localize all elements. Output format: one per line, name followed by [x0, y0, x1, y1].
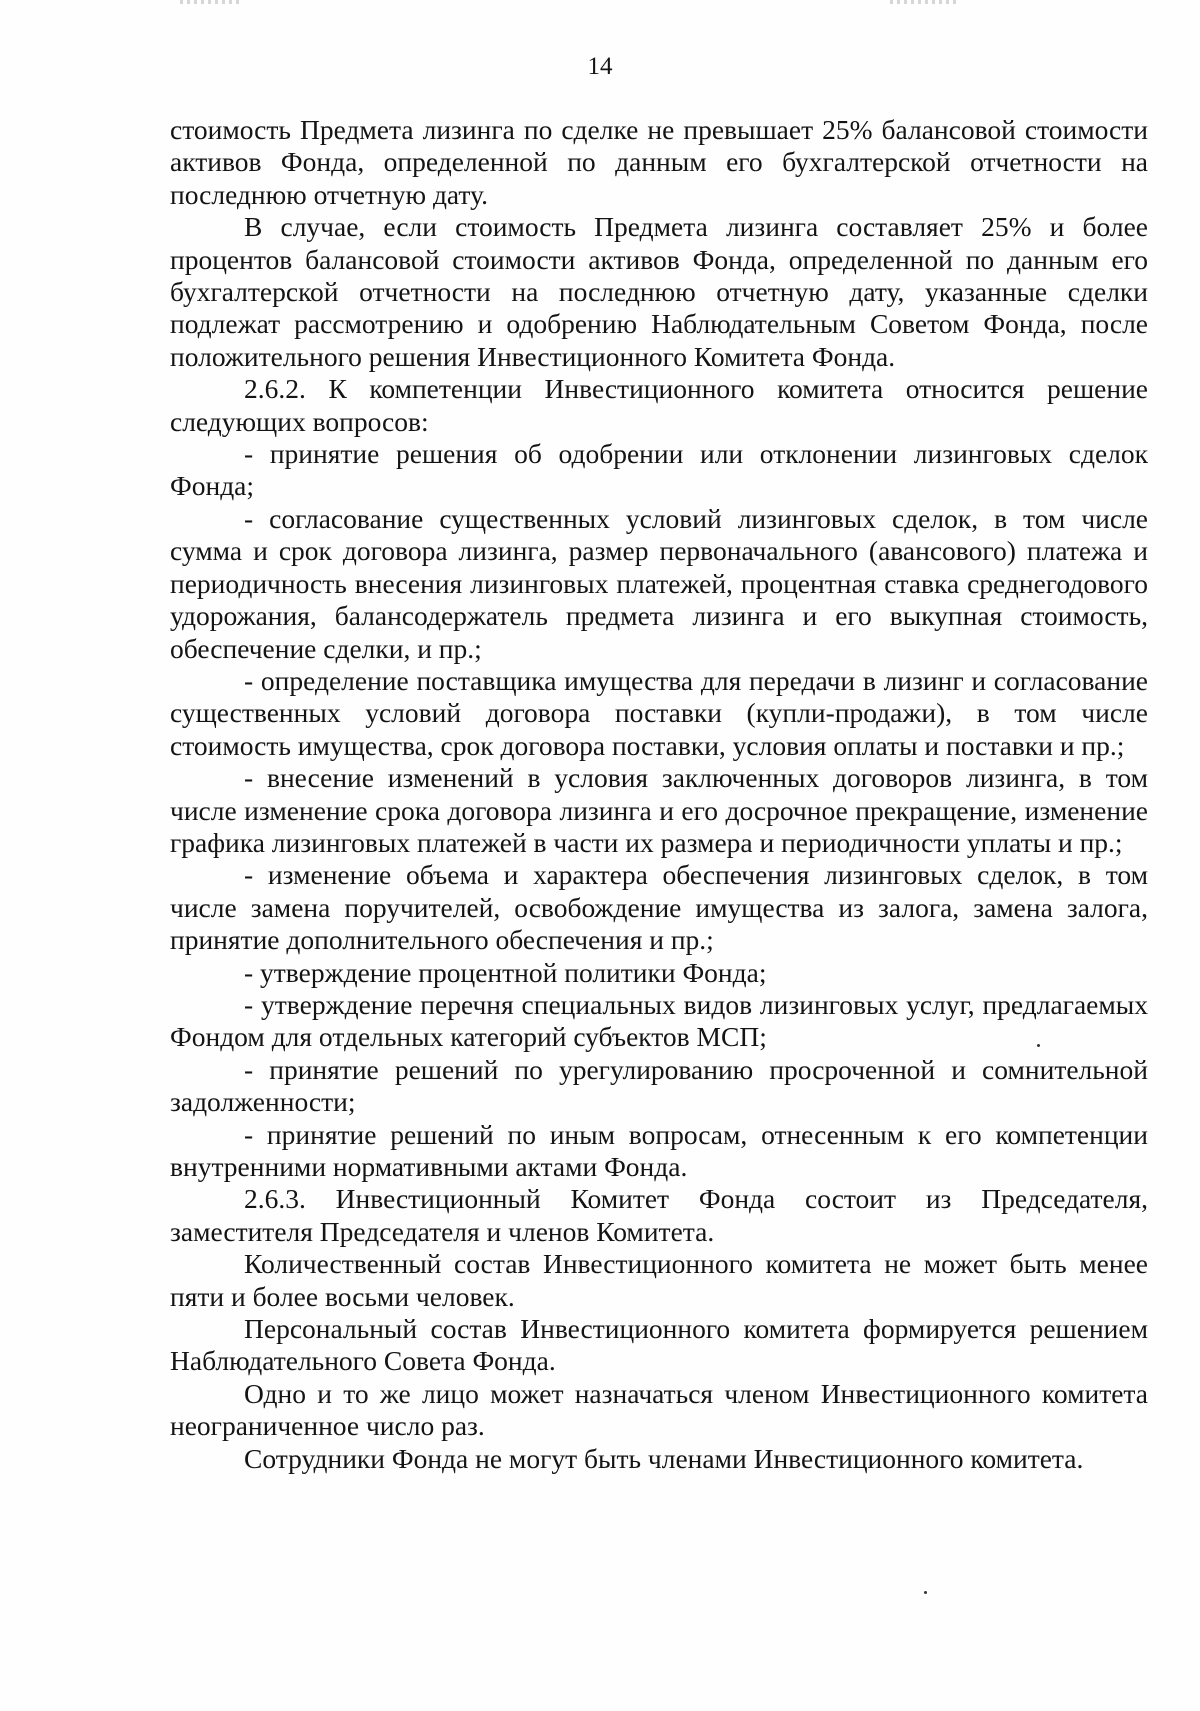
paragraph: Сотрудники Фонда не могут быть членами Инвестиционного комитета.: [244, 1442, 1084, 1474]
list-item: - внесение изменений в условия заключенных договоров лизинга, в том числе изменение срока договора лизинга и его досрочное прекращение, изменение графика лизинговых платежей в части их размера и периодичности уплаты и пр.;: [170, 762, 1148, 858]
scan-speck: [924, 1591, 927, 1594]
list-item: - согласование существенных условий лизинговых сделок, в том числе сумма и срок договора лизинга, размер первоначального (авансового) платежа и периодичность внесения лизинговых платежей, процентная ставка среднегодового удорожания, балансодержатель предмета лизинга и его выкупная стоимость, обеспечение сделки, и пр.;: [170, 502, 1148, 664]
section-heading-paragraph: 2.6.2. К компетенции Инвестиционного комитета относится решение следующих вопросов:: [170, 373, 1148, 437]
page-number: 14: [587, 53, 613, 80]
list-item: - принятие решений по урегулированию просроченной и сомнительной задолженности;: [170, 1053, 1148, 1118]
list-item: - принятие решений по иным вопросам, отнесенным к его компетенции внутренними нормативными актами Фонда.: [170, 1118, 1148, 1182]
list-item: - определение поставщика имущества для передачи в лизинг и согласование существенных условий договора поставки (купли-продажи), в том числе стоимость имущества, срок договора поставки, условия оплаты и поставки и пр.;: [170, 664, 1148, 761]
paragraph: Персональный состав Инвестиционного комитета формируется решением Наблюдательного Совета Фонда.: [170, 1313, 1148, 1377]
document-body: [170, 114, 1148, 1475]
list-item: - утверждение перечня специальных видов лизинговых услуг, предлагаемых Фондом для отдельных категорий субъектов МСП;: [170, 988, 1148, 1053]
list-item: - принятие решения об одобрении или отклонении лизинговых сделок Фонда;: [170, 438, 1148, 502]
section-paragraph: 2.6.3. Инвестиционный Комитет Фонда состоит из Председателя, заместителя Председателя и членов Комитета.: [170, 1183, 1148, 1247]
paragraph: Одно и то же лицо может назначаться членом Инвестиционного комитета неограниченное число раз.: [170, 1377, 1148, 1442]
list-item: - утверждение процентной политики Фонда;: [244, 956, 767, 988]
scan-edge-mark: [890, 0, 960, 4]
scan-speck: [1037, 1044, 1040, 1047]
paragraph: В случае, если стоимость Предмета лизинга составляет 25% и более процентов балансовой стоимости активов Фонда, определенной по данным его бухгалтерской отчетности на последнюю отчетную дату, указанные сделки подлежат рассмотрению и одобрению Наблюдательным Советом Фонда, после положительного решения Инвестиционного Комитета Фонда.: [170, 211, 1148, 372]
paragraph: стоимость Предмета лизинга по сделке не превышает 25% балансовой стоимости активов Фонда, определенной по данным его бухгалтерской отчетности на последнюю отчетную дату.: [170, 114, 1148, 210]
list-item: - изменение объема и характера обеспечения лизинговых сделок, в том числе замена поручителей, освобождение имущества из залога, замена залога, принятие дополнительного обеспечения и пр.;: [170, 859, 1148, 956]
scan-edge-mark: [180, 0, 240, 4]
paragraph: Количественный состав Инвестиционного комитета не может быть менее пяти и более восьми человек.: [170, 1248, 1148, 1312]
